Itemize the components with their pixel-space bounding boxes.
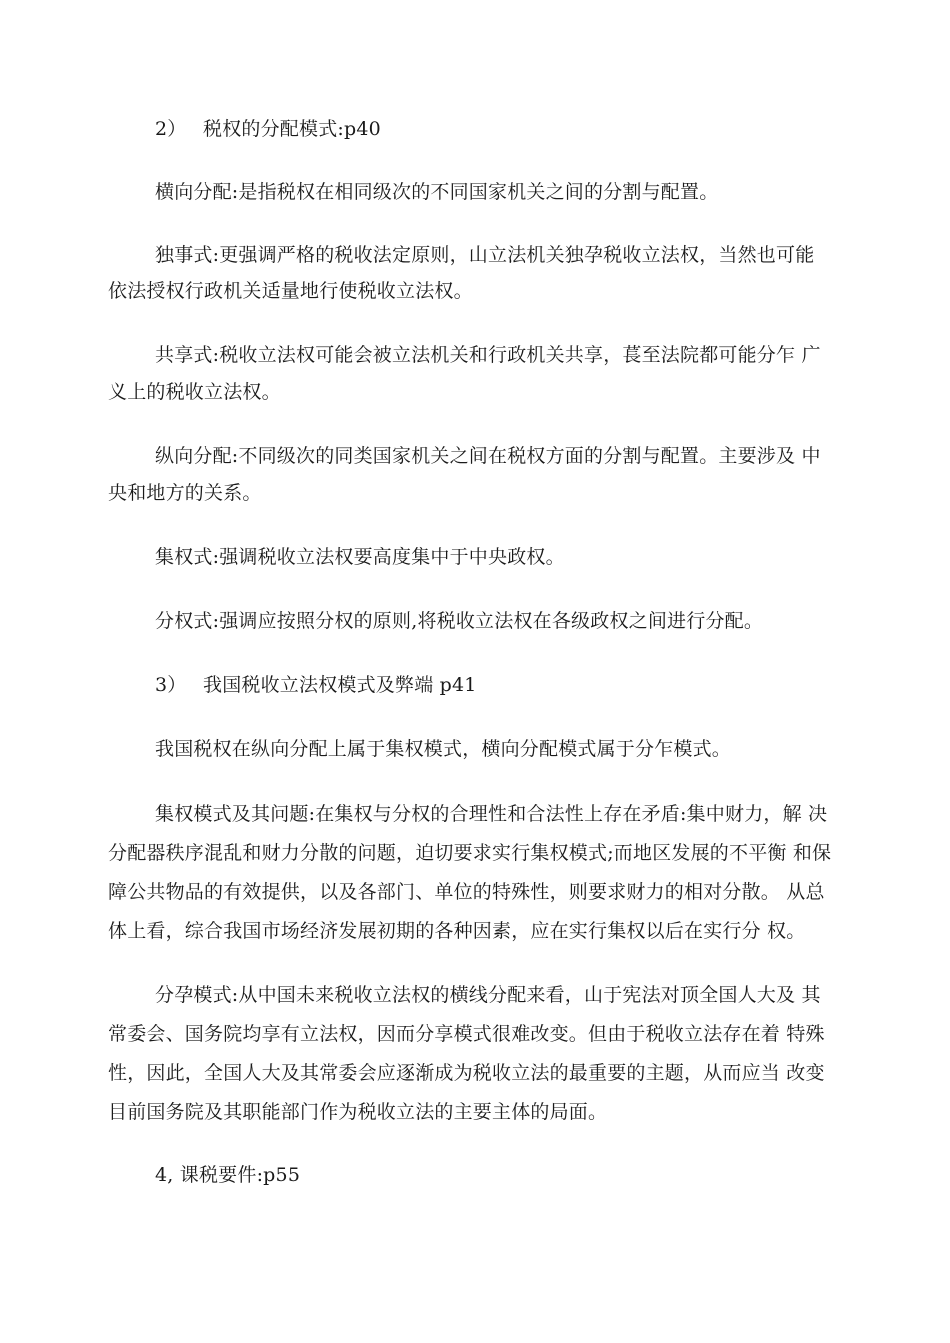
section-number: 3） bbox=[155, 674, 187, 696]
paragraph-centralized-issue-line2: 分配器秩序混乱和财力分散的问题，迫切要求实行集权模式;而地区发展的不平衡 和保 bbox=[108, 842, 832, 864]
paragraph-sharing-model-line1: 分孕模式:从中国未来税收立法权的横线分配来看，山于宪法对顶全国人大及 其 bbox=[155, 984, 821, 1006]
paragraph-shared-line2: 义上的税收立法权。 bbox=[108, 381, 281, 403]
paragraph-centralized-issue-line4: 体上看，综合我国市场经济发展初期的各种因素，应在实行集权以后在实行分 权。 bbox=[108, 920, 806, 942]
paragraph-centralized-issue-line1: 集权模式及其问题:在集权与分权的合理性和合法性上存在矛盾:集中财力，解 决 bbox=[155, 803, 828, 825]
section-heading-2 bbox=[155, 110, 885, 148]
section-heading-4: 4, 课税要件:p55 bbox=[155, 1164, 301, 1186]
paragraph-centralized: 集权式:强调税收立法权要高度集中于中央政权。 bbox=[155, 546, 565, 568]
paragraph-sharing-model-line4: 目前国务院及其职能部门作为税收立法的主要主体的局面。 bbox=[108, 1101, 608, 1123]
paragraph-centralized-issue-line3: 障公共物品的有效提供，以及各部门、单位的特殊性，则要求财力的相对分散。 从总 bbox=[108, 881, 825, 903]
paragraph-vertical-line2: 央和地方的关系。 bbox=[108, 482, 262, 504]
paragraph-decentralized: 分权式:强调应按照分权的原则,将税收立法权在各级政权之间进行分配。 bbox=[155, 610, 764, 632]
paragraph-china-model: 我国税权在纵向分配上属于集权模式，横向分配模式属于分乍模式。 bbox=[155, 738, 732, 760]
section-number: 2） bbox=[155, 118, 187, 140]
section-heading-3 bbox=[155, 666, 885, 704]
section-title: 税权的分配模式:p40 bbox=[203, 118, 381, 140]
paragraph-sharing-model-line3: 性，因此，全国人大及其常委会应逐渐成为税收立法的最重要的主题，从而应当 改变 bbox=[108, 1062, 825, 1084]
paragraph-vertical-line1: 纵向分配:不同级次的同类国家机关之间在税权方面的分割与配置。主要涉及 中 bbox=[155, 445, 821, 467]
paragraph-exclusive-line1: 独事式:更强调严格的税收法定原则，山立法机关独孕税收立法权，当然也可能 bbox=[155, 244, 815, 266]
paragraph-shared-line1: 共享式:税收立法权可能会被立法机关和行政机关共享，萇至法院都可能分乍 广 bbox=[155, 344, 821, 366]
paragraph-sharing-model-line2: 常委会、国务院均享有立法权，因而分享模式很难改变。但由于税收立法存在着 特殊 bbox=[108, 1023, 825, 1045]
section-title: 我国税收立法权模式及弊端 p41 bbox=[203, 674, 477, 696]
paragraph-exclusive-line2: 依法授权行政机关适量地行使税收立法权。 bbox=[108, 280, 473, 302]
paragraph-horizontal-allocation: 横向分配:是指税权在相同级次的不同国家机关之间的分割与配置。 bbox=[155, 181, 719, 203]
